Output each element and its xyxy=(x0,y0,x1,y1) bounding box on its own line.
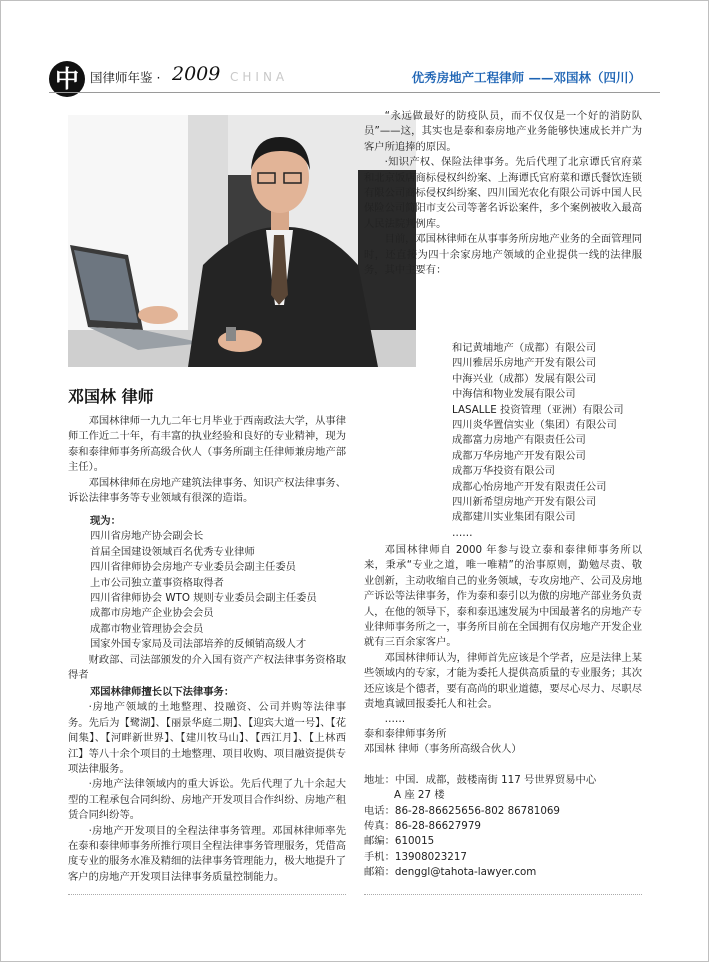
ellipsis: …… xyxy=(384,713,406,726)
expertise-section xyxy=(68,685,346,885)
position-item: 成都市房地产企业协会会员 xyxy=(90,607,214,620)
china-watermark: CHINA xyxy=(230,70,289,84)
position-item: 四川省房地产协会副会长 xyxy=(90,530,204,543)
intro-paragraph: 邓国林律师一九九二年七月毕业于西南政法大学，从事律师工作近二十年，有丰富的执业经验和良好的专业精神，现为泰和泰律师事务所高级合伙人（事务所副主任律师兼房地产部主任）。 xyxy=(68,415,347,474)
right-bottom-text xyxy=(364,543,642,728)
mobile-value: 13908023217 xyxy=(394,850,467,863)
footer-divider-left xyxy=(68,894,346,895)
contact-title: 邓国林 律师（事务所高级合伙人） xyxy=(364,743,522,756)
contact-block xyxy=(364,727,642,881)
footer-divider-right xyxy=(364,894,642,895)
history-paragraph: 邓国林律师自 2000 年参与设立泰和泰律师事务所以来，秉承“专业之道，唯一唯精”的治事原则，勤勉尽责、敬业创新，主动收缩自己的业务领域，专攻房地产、公司及房地产诉讼等法律事务，作为泰和泰引以为傲的房地产部业务负责人，在他的领导下，泰和泰迅速发展为中国最著名的房地产专业律师事务所之一，事务所目前在全国拥有仅房地产开发企业就有三百余家客户。 xyxy=(364,544,643,649)
expertise-paragraph: ·房地产开发项目的全程法律事务管理。邓国林律师率先在泰和泰律师事务所推行项目全程法律事务管理服务，凭借高度专业的服务水准及精细的法律事务管理能力，极大地提升了客户的房地产开发项目法律事务质量控制能力。 xyxy=(68,824,347,883)
client-item: 中海信和物业发展有限公司 xyxy=(452,388,576,401)
header-divider xyxy=(49,92,660,93)
phone-label: 电话： xyxy=(364,804,395,817)
right-top-text xyxy=(364,109,642,278)
yearbook-logo: 中 xyxy=(49,61,85,97)
address-value: 中国．成都，鼓楼南街 117 号世界贸易中心 xyxy=(394,773,597,786)
client-item: 成都万华投资有限公司 xyxy=(452,465,555,478)
position-item: 上市公司独立董事资格取得者 xyxy=(90,576,224,589)
client-item: 成都心怡房地产开发有限责任公司 xyxy=(452,480,607,493)
email-label: 邮箱： xyxy=(364,866,395,879)
position-item: 成都市物业管理协会会员 xyxy=(90,622,204,635)
quote-paragraph: “永远做最好的防疫队员，而不仅仅是一个好的消防队员”——这，其实也是泰和泰房地产业务能够快速成长并广为客户所追捧的原因。 xyxy=(364,110,642,153)
expertise-paragraph: ·房地产法律领域内的重大诉讼。先后代理了九十余起大型的工程承包合同纠纷、房地产开发项目合作纠纷、房地产租赁合同纠纷等。 xyxy=(68,778,347,822)
client-item: 中海兴业（成都）发展有限公司 xyxy=(452,372,597,385)
yearbook-label: 国律师年鉴 · xyxy=(90,70,161,85)
firm-name: 泰和泰律师事务所 xyxy=(364,728,447,740)
fax-label: 传真： xyxy=(364,820,395,833)
position-item: 国家外国专家局及司法部培养的反倾销高级人才 xyxy=(90,638,307,651)
client-item: 成都万华房地产开发有限公司 xyxy=(452,449,586,462)
current-positions xyxy=(68,514,346,683)
address-label: 地址： xyxy=(364,773,395,786)
current-positions-heading: 现为： xyxy=(90,515,121,527)
postcode-value: 610015 xyxy=(394,835,435,848)
client-item: 成都富力房地产有限责任公司 xyxy=(452,434,586,447)
position-item: 四川省律师协会 WTO 规则专业委员会副主任委员 xyxy=(90,592,317,605)
intro-text xyxy=(68,414,346,506)
expertise-heading: 邓国林律师擅长以下法律事务： xyxy=(90,686,235,698)
position-item: 首届全国建设领域百名优秀专业律师 xyxy=(90,545,255,558)
client-item: 四川雅居乐房地产开发有限公司 xyxy=(452,357,597,370)
client-item: 四川炎华置信实业（集团）有限公司 xyxy=(452,419,617,432)
mobile-label: 手机： xyxy=(364,850,395,863)
lawyer-name: 邓国林 律师 xyxy=(68,387,154,406)
position-item: 财政部、司法部颁发的介入国有资产产权法律事务资格取得者 xyxy=(68,653,347,682)
client-item: LASALLE 投资管理（亚洲）有限公司 xyxy=(452,403,624,416)
section-title: 优秀房地产工程律师 ——邓国林（四川） xyxy=(411,70,641,85)
yearbook-year: 2009 xyxy=(172,63,221,85)
expertise-paragraph: ·房地产领域的土地整理、投融资、公司并购等法律事务。先后为【鹭湖】、【丽景华庭二期】、【迎宾大道一号】、【花间集】、【河畔新世界】、【建川牧马山】、【西江月】、【上林西江】等八十余个项目的土地整理、项目收购、项目融资提供专项法律服务。 xyxy=(68,701,347,776)
client-item: …… xyxy=(452,526,473,539)
ip-paragraph: ·知识产权、保险法律事务。先后代理了北京谭氏官府菜和北京饭店商标侵权纠纷案、上海谭氏官府菜和谭氏餐饮连锁有限公司商标侵权纠纷案、四川国光农化有限公司诉中国人民保险公司简阳市支公司等著名诉讼案件，多个案例被收入最高人民法院判例库。 xyxy=(364,156,643,230)
position-item: 四川省律师协会房地产专业委员会副主任委员 xyxy=(90,561,296,574)
client-item: 成都建川实业集团有限公司 xyxy=(452,511,576,524)
client-item: 和记黄埔地产（成都）有限公司 xyxy=(452,342,597,354)
intro-paragraph: 邓国林律师在房地产建筑法律事务、知识产权法律事务、诉讼法律事务等专业领域有很深的造诣。 xyxy=(68,476,347,505)
postcode-label: 邮编： xyxy=(364,835,395,848)
email-value[interactable]: denggl@tahota-lawyer.com xyxy=(394,866,537,879)
philosophy-paragraph: 邓国林律师认为，律师首先应该是个学者，应是法律上某些领域内的专家，才能为委托人提供高质量的专业服务；其次还应该是个德者，要有高尚的职业道德，要尽心尽力、尽职尽责地真诚回报委托人和社会。 xyxy=(364,651,643,711)
phone-value: 86-28-86625656-802 86781069 xyxy=(394,804,560,817)
client-list xyxy=(452,341,652,541)
client-item: 四川新希望房地产开发有限公司 xyxy=(452,496,597,509)
fax-value: 86-28-86627979 xyxy=(394,820,481,833)
clients-intro-paragraph: 目前，邓国林律师在从事事务所房地产业务的全面管理同时，还直接为四十余家房地产领域的企业提供一线的法律服务，其中主要有： xyxy=(364,233,643,277)
address-value-line2: A 座 27 楼 xyxy=(394,789,445,802)
